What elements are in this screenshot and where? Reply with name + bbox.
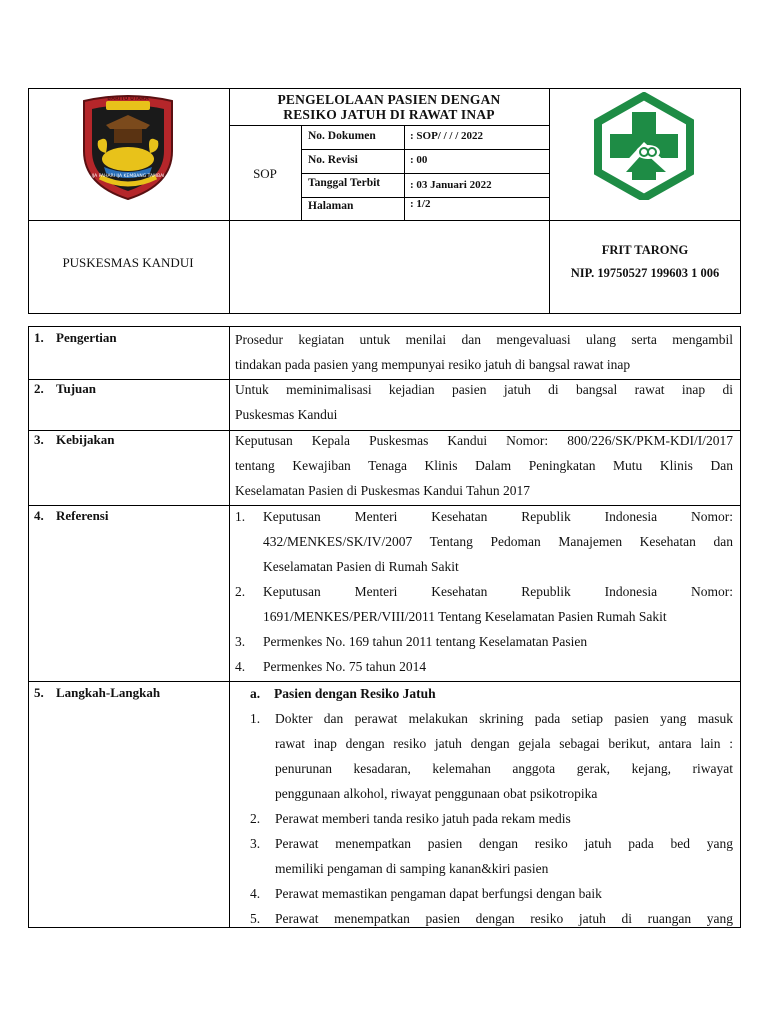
puskesmas-logo bbox=[592, 92, 696, 200]
meta-value-page: : 1/2 bbox=[410, 198, 431, 210]
signer-name: FRIT TARONG bbox=[601, 243, 689, 257]
section-number: 4. bbox=[34, 508, 44, 523]
text-line: rawat inap dengan resiko jatuh dengan gejala sebagai berikut, antara lain : bbox=[275, 736, 733, 751]
header-divider bbox=[28, 220, 741, 221]
step-item bbox=[250, 706, 733, 806]
section-text-tujuan bbox=[235, 377, 733, 427]
text-line: Perawat menempatkan pasien dengan resiko jatuh di ruangan yang bbox=[275, 911, 733, 926]
institution-name: PUSKESMAS KANDUI bbox=[62, 255, 194, 270]
header-divider bbox=[301, 149, 549, 150]
reference-item bbox=[235, 579, 733, 629]
text-line: Puskesmas Kandui bbox=[235, 407, 338, 422]
text-line: tindakan pada pasien yang mempunyai resiko jatuh di bangsal rawat inap bbox=[235, 357, 631, 372]
text-line: Permenkes No. 75 tahun 2014 bbox=[263, 659, 427, 674]
meta-value-issue-date: : 03 Januari 2022 bbox=[410, 179, 492, 191]
text-line: memiliki pengaman di samping kanan&kiri pasien bbox=[275, 861, 549, 876]
signer-nip: NIP. 19750527 199603 1 006 bbox=[570, 266, 720, 280]
title-line-1: PENGELOLAAN PASIEN DENGAN bbox=[277, 92, 501, 107]
text-line: Perawat memberi tanda resiko jatuh pada rekam medis bbox=[275, 811, 571, 826]
meta-key-page: Halaman bbox=[308, 200, 354, 212]
subsection-text: Pasien dengan Resiko Jatuh bbox=[274, 686, 436, 701]
section-text-pengertian bbox=[235, 327, 733, 377]
text-line: Keputusan Menteri Kesehatan Republik Indonesia Nomor: bbox=[263, 584, 733, 599]
text-line: Keputusan Kepala Puskesmas Kandui Nomor: 800/226/SK/PKM-KDI/I/2017 bbox=[235, 433, 733, 448]
text-line: Perawat menempatkan pasien dengan resiko jatuh pada bed yang bbox=[275, 836, 733, 851]
list-number: 4. bbox=[250, 886, 261, 901]
title-line-2: RESIKO JATUH DI RAWAT INAP bbox=[283, 107, 495, 122]
text-line: Untuk meminimalisasi kejadian pasien jatuh di bangsal rawat inap di bbox=[235, 382, 733, 397]
reference-item bbox=[235, 629, 733, 654]
list-number: 2. bbox=[250, 811, 261, 826]
meta-key-doc-number: No. Dokumen bbox=[308, 130, 376, 142]
document-title bbox=[229, 92, 549, 122]
text-line: Dokter dan perawat melakukan skrining pada setiap pasien yang masuk bbox=[275, 711, 733, 726]
reference-item bbox=[235, 654, 733, 679]
section-label-tujuan bbox=[34, 381, 96, 397]
section-title: Tujuan bbox=[56, 381, 96, 396]
text-line: 432/MENKES/SK/IV/2007 Tentang Pedoman Manajemen Kesehatan dan bbox=[263, 534, 733, 549]
section-number: 3. bbox=[34, 432, 44, 447]
text-line: 1691/MENKES/PER/VIII/2011 Tentang Keselamatan Pasien Rumah Sakit bbox=[263, 609, 667, 624]
content-divider bbox=[229, 326, 230, 928]
list-number: 1. bbox=[235, 509, 246, 524]
section-number: 5. bbox=[34, 685, 44, 700]
sop-label: SOP bbox=[253, 166, 277, 181]
section-label-langkah bbox=[34, 685, 160, 701]
list-number: 3. bbox=[250, 836, 261, 851]
text-line: Permenkes No. 169 tahun 2011 tentang Keselamatan Pasien bbox=[263, 634, 588, 649]
section-title: Referensi bbox=[56, 508, 109, 523]
text-line: Keselamatan Pasien di Rumah Sakit bbox=[263, 559, 459, 574]
text-line: Keputusan Menteri Kesehatan Republik Indonesia Nomor: bbox=[263, 509, 733, 524]
list-number: 4. bbox=[235, 659, 246, 674]
text-line: Perawat memastikan pengaman dapat berfungsi dengan baik bbox=[275, 886, 602, 901]
text-line: Keselamatan Pasien di Puskesmas Kandui Tahun 2017 bbox=[235, 483, 531, 498]
step-item bbox=[250, 831, 733, 881]
section-title: Langkah-Langkah bbox=[56, 685, 161, 700]
section-number: 2. bbox=[34, 381, 44, 396]
step-item bbox=[250, 906, 733, 927]
list-number: 2. bbox=[235, 584, 246, 599]
header-divider bbox=[229, 125, 549, 126]
text-line: penggunaan alkohol, riwayat penggunaan obat psikotropika bbox=[275, 786, 598, 801]
meta-value-revision: : 00 bbox=[410, 154, 428, 166]
list-number: 1. bbox=[250, 711, 261, 726]
section-label-kebijakan bbox=[34, 432, 115, 448]
step-item bbox=[250, 806, 733, 831]
header-divider bbox=[301, 173, 549, 174]
step-item bbox=[250, 881, 733, 906]
section-title: Pengertian bbox=[56, 330, 117, 345]
emblem-top-text: BARITO UTARA bbox=[107, 96, 149, 102]
meta-key-revision: No. Revisi bbox=[308, 154, 358, 166]
meta-key-issue-date: Tanggal Terbit bbox=[308, 177, 381, 189]
subsection-title bbox=[250, 681, 730, 706]
list-number: 3. bbox=[235, 634, 246, 649]
section-title: Kebijakan bbox=[56, 432, 115, 447]
meta-value-doc-number: : SOP/ / / / 2022 bbox=[410, 130, 484, 142]
text-line: tentang Kewajiban Tenaga Klinis Dalam Peningkatan Mutu Klinis Dan bbox=[235, 458, 733, 473]
regional-emblem-logo bbox=[76, 93, 180, 201]
emblem-bottom-text: IJA PAHARI IJA KEMBANG TAMBAI bbox=[91, 174, 165, 179]
section-text-kebijakan bbox=[235, 428, 733, 503]
list-number: 5. bbox=[250, 911, 261, 926]
text-line: Prosedur kegiatan untuk menilai dan mengevaluasi ulang serta mengambil bbox=[235, 332, 733, 347]
section-number: 1. bbox=[34, 330, 44, 345]
reference-item bbox=[235, 504, 733, 579]
section-label-referensi bbox=[34, 508, 108, 524]
text-line: penurunan kesadaran, kelemahan anggota gerak, kejang, riwayat bbox=[275, 761, 733, 776]
section-label-pengertian bbox=[34, 330, 117, 346]
subsection-letter: a. bbox=[250, 686, 261, 701]
